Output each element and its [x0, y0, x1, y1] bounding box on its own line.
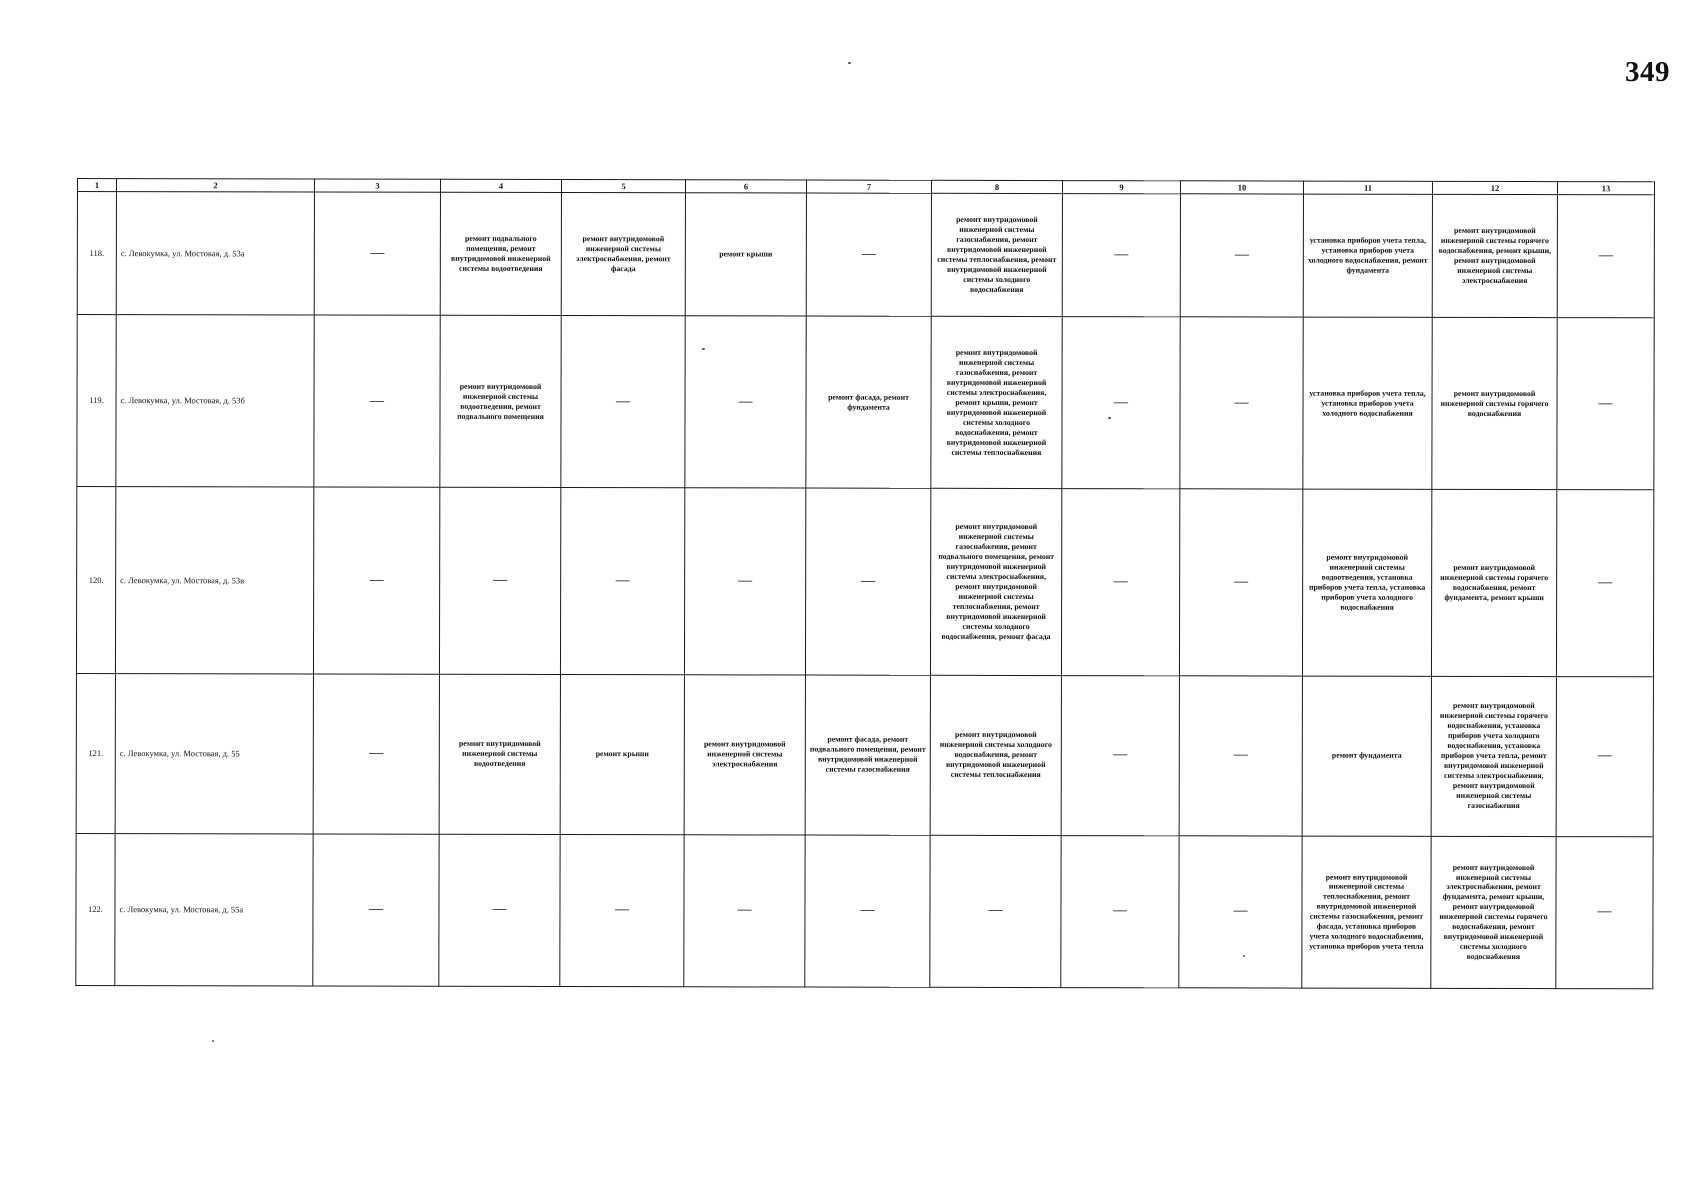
- row-number: 122.: [76, 833, 115, 985]
- cell-col-9: —: [1061, 835, 1179, 987]
- cell-col-7: ремонт фасада, ремонт подвального помещения, ремонт внутридомовой инженерной системы газоснабжения: [805, 675, 930, 835]
- cell-col-8: ремонт внутридомовой инженерной системы газоснабжения, ремонт внутридомовой инженерной системы электроснабжения, ремонт крыши, ремонт внутридомовой инженерной системы холодного водоснабжения, ремонт внутридомовой инженерной системы теплоснабжения: [931, 316, 1062, 488]
- cell-col-13: —: [1557, 195, 1654, 318]
- cell-col-7: —: [806, 193, 931, 316]
- cell-col-13: —: [1556, 490, 1653, 676]
- row-number: 121.: [76, 673, 115, 833]
- cell-col-11: ремонт фундамента: [1302, 676, 1431, 836]
- address-cell: с. Левокумка, ул. Мостовая, д. 53б: [116, 315, 314, 488]
- cell-col-10: —: [1180, 194, 1303, 317]
- cell-col-4: —: [439, 488, 560, 674]
- column-number: 1: [77, 179, 116, 192]
- cell-col-12: ремонт внутридомовой инженерной системы горячего водоснабжения, ремонт крыши, ремонт внутридомовой инженерной системы электроснабжения: [1432, 194, 1557, 317]
- cell-col-9: —: [1062, 194, 1180, 317]
- cell-col-12: ремонт внутридомовой инженерной системы горячего водоснабжения, ремонт фундамента, ремонт крыши: [1431, 490, 1556, 676]
- cell-col-13: —: [1556, 836, 1653, 988]
- column-number: 2: [116, 179, 314, 192]
- cell-col-11: ремонт внутридомовой инженерной системы водоотведения, установка приборов учета тепла, установка приборов учета холодного водоснабжения: [1302, 489, 1431, 676]
- cell-col-10: —: [1179, 836, 1302, 988]
- cell-col-13: —: [1556, 676, 1653, 836]
- cell-col-12: ремонт внутридомовой инженерной системы горячего водоснабжения, установка приборов учета холодного водоснабжения, установка приборов учета тепла, ремонт внутридомовой инженерной системы электроснабжения, ремонт внутридомовой инженерной системы газоснабжения: [1431, 676, 1556, 836]
- cell-col-6: —: [684, 488, 805, 674]
- cell-col-10: —: [1180, 317, 1303, 489]
- cell-col-8: ремонт внутридомовой инженерной системы холодного водоснабжения, ремонт внутридомовой инженерной системы теплоснабжения: [930, 675, 1061, 835]
- cell-col-7: —: [805, 835, 930, 987]
- table-row: [77, 192, 1654, 318]
- cell-col-11: установка приборов учета тепла, установка приборов учета холодного водоснабжения: [1303, 317, 1432, 489]
- page-number: 349: [1625, 56, 1670, 88]
- table-row: [76, 487, 1653, 677]
- cell-col-13: —: [1557, 318, 1654, 490]
- address-cell: с. Левокумка, ул. Мостовая, д. 53в: [115, 487, 313, 674]
- cell-col-7: ремонт фасада, ремонт фундамента: [806, 316, 931, 488]
- cell-col-7: —: [805, 488, 930, 674]
- cell-col-5: —: [560, 488, 684, 674]
- table-row: [77, 315, 1654, 491]
- cell-col-9: —: [1061, 489, 1179, 675]
- column-number: 10: [1180, 181, 1303, 194]
- scan-artifact: [848, 62, 851, 64]
- cell-col-6: ремонт крыши: [685, 193, 806, 316]
- cell-col-3: —: [313, 487, 439, 673]
- cell-col-3: —: [313, 674, 439, 834]
- cell-col-12: ремонт внутридомовой инженерной системы электроснабжения, ремонт фундамента, ремонт крыши, ремонт внутридомовой инженерной системы горячего водоснабжения, ремонт внутридомовой инженерной системы холодного водоснабжения: [1431, 836, 1556, 988]
- cell-col-8: ремонт внутридомовой инженерной системы газоснабжения, ремонт внутридомовой инженерной системы теплоснабжения, ремонт внутридомовой инженерной системы холодного водоснабжения: [931, 193, 1062, 316]
- cell-col-11: ремонт внутридомовой инженерной системы теплоснабжения, ремонт внутридомовой инженерной системы газоснабжения, ремонт фасада, установка приборов учета холодного водоснабжения, установка приборов учета тепла: [1302, 836, 1431, 989]
- cell-col-6: ремонт внутридомовой инженерной системы электроснабжения: [684, 674, 805, 834]
- cell-col-4: ремонт подвального помещения, ремонт внутридомовой инженерной системы водоотведения: [440, 192, 561, 315]
- address-cell: с. Левокумка, ул. Мостовая, д. 55а: [115, 833, 313, 986]
- cell-col-3: —: [313, 834, 439, 986]
- scan-artifact: [212, 1040, 214, 1042]
- column-number: 4: [440, 179, 561, 192]
- column-number: 9: [1062, 181, 1180, 194]
- row-number: 118.: [77, 192, 116, 315]
- address-cell: с. Левокумка, ул. Мостовая, д. 55: [115, 673, 313, 834]
- cell-col-4: ремонт внутридомовой инженерной системы водоотведения: [439, 674, 560, 834]
- cell-col-10: —: [1179, 675, 1302, 835]
- table-row: [76, 833, 1653, 989]
- column-number: 12: [1432, 181, 1557, 194]
- cell-col-11: установка приборов учета тепла, установка приборов учета холодного водоснабжения, ремонт фундамента: [1303, 194, 1432, 317]
- row-number: 119.: [77, 315, 116, 487]
- address-cell: с. Левокумка, ул. Мостовая, д. 53а: [116, 192, 314, 316]
- cell-col-3: —: [314, 192, 440, 315]
- table-row: [76, 673, 1653, 836]
- column-number: 13: [1557, 182, 1654, 195]
- column-number: 8: [931, 180, 1062, 193]
- column-number: 6: [685, 180, 806, 193]
- cell-col-5: ремонт крыши: [560, 674, 684, 834]
- cell-col-4: ремонт внутридомовой инженерной системы водоотведения, ремонт подвального помещения: [440, 315, 561, 487]
- cell-col-8: ремонт внутридомовой инженерной системы газоснабжения, ремонт подвального помещения, ремонт внутридомовой инженерной системы электроснабжения, ремонт внутридомовой инженерной системы теплоснабжения, ремонт внутридомовой инженерной системы холодного водоснабжения, ремонт фасада: [930, 489, 1061, 676]
- cell-col-5: —: [561, 316, 685, 488]
- cell-col-10: —: [1179, 489, 1302, 675]
- cell-col-5: —: [560, 834, 684, 986]
- row-number: 120.: [76, 487, 115, 673]
- column-number: 5: [561, 180, 685, 193]
- repair-schedule-table: [75, 178, 1655, 989]
- cell-col-9: —: [1062, 317, 1180, 489]
- cell-col-8: —: [930, 835, 1061, 988]
- cell-col-6: —: [685, 316, 806, 488]
- cell-col-5: ремонт внутридомовой инженерной системы электроснабжения, ремонт фасада: [561, 193, 685, 316]
- column-number: 3: [314, 179, 440, 192]
- cell-col-3: —: [314, 315, 440, 487]
- cell-col-6: —: [684, 835, 805, 987]
- cell-col-12: ремонт внутридомовой инженерной системы горячего водоснабжения: [1432, 317, 1557, 489]
- column-number: 11: [1303, 181, 1432, 194]
- cell-col-9: —: [1061, 675, 1179, 835]
- cell-col-4: —: [439, 834, 560, 986]
- column-number: 7: [806, 180, 931, 193]
